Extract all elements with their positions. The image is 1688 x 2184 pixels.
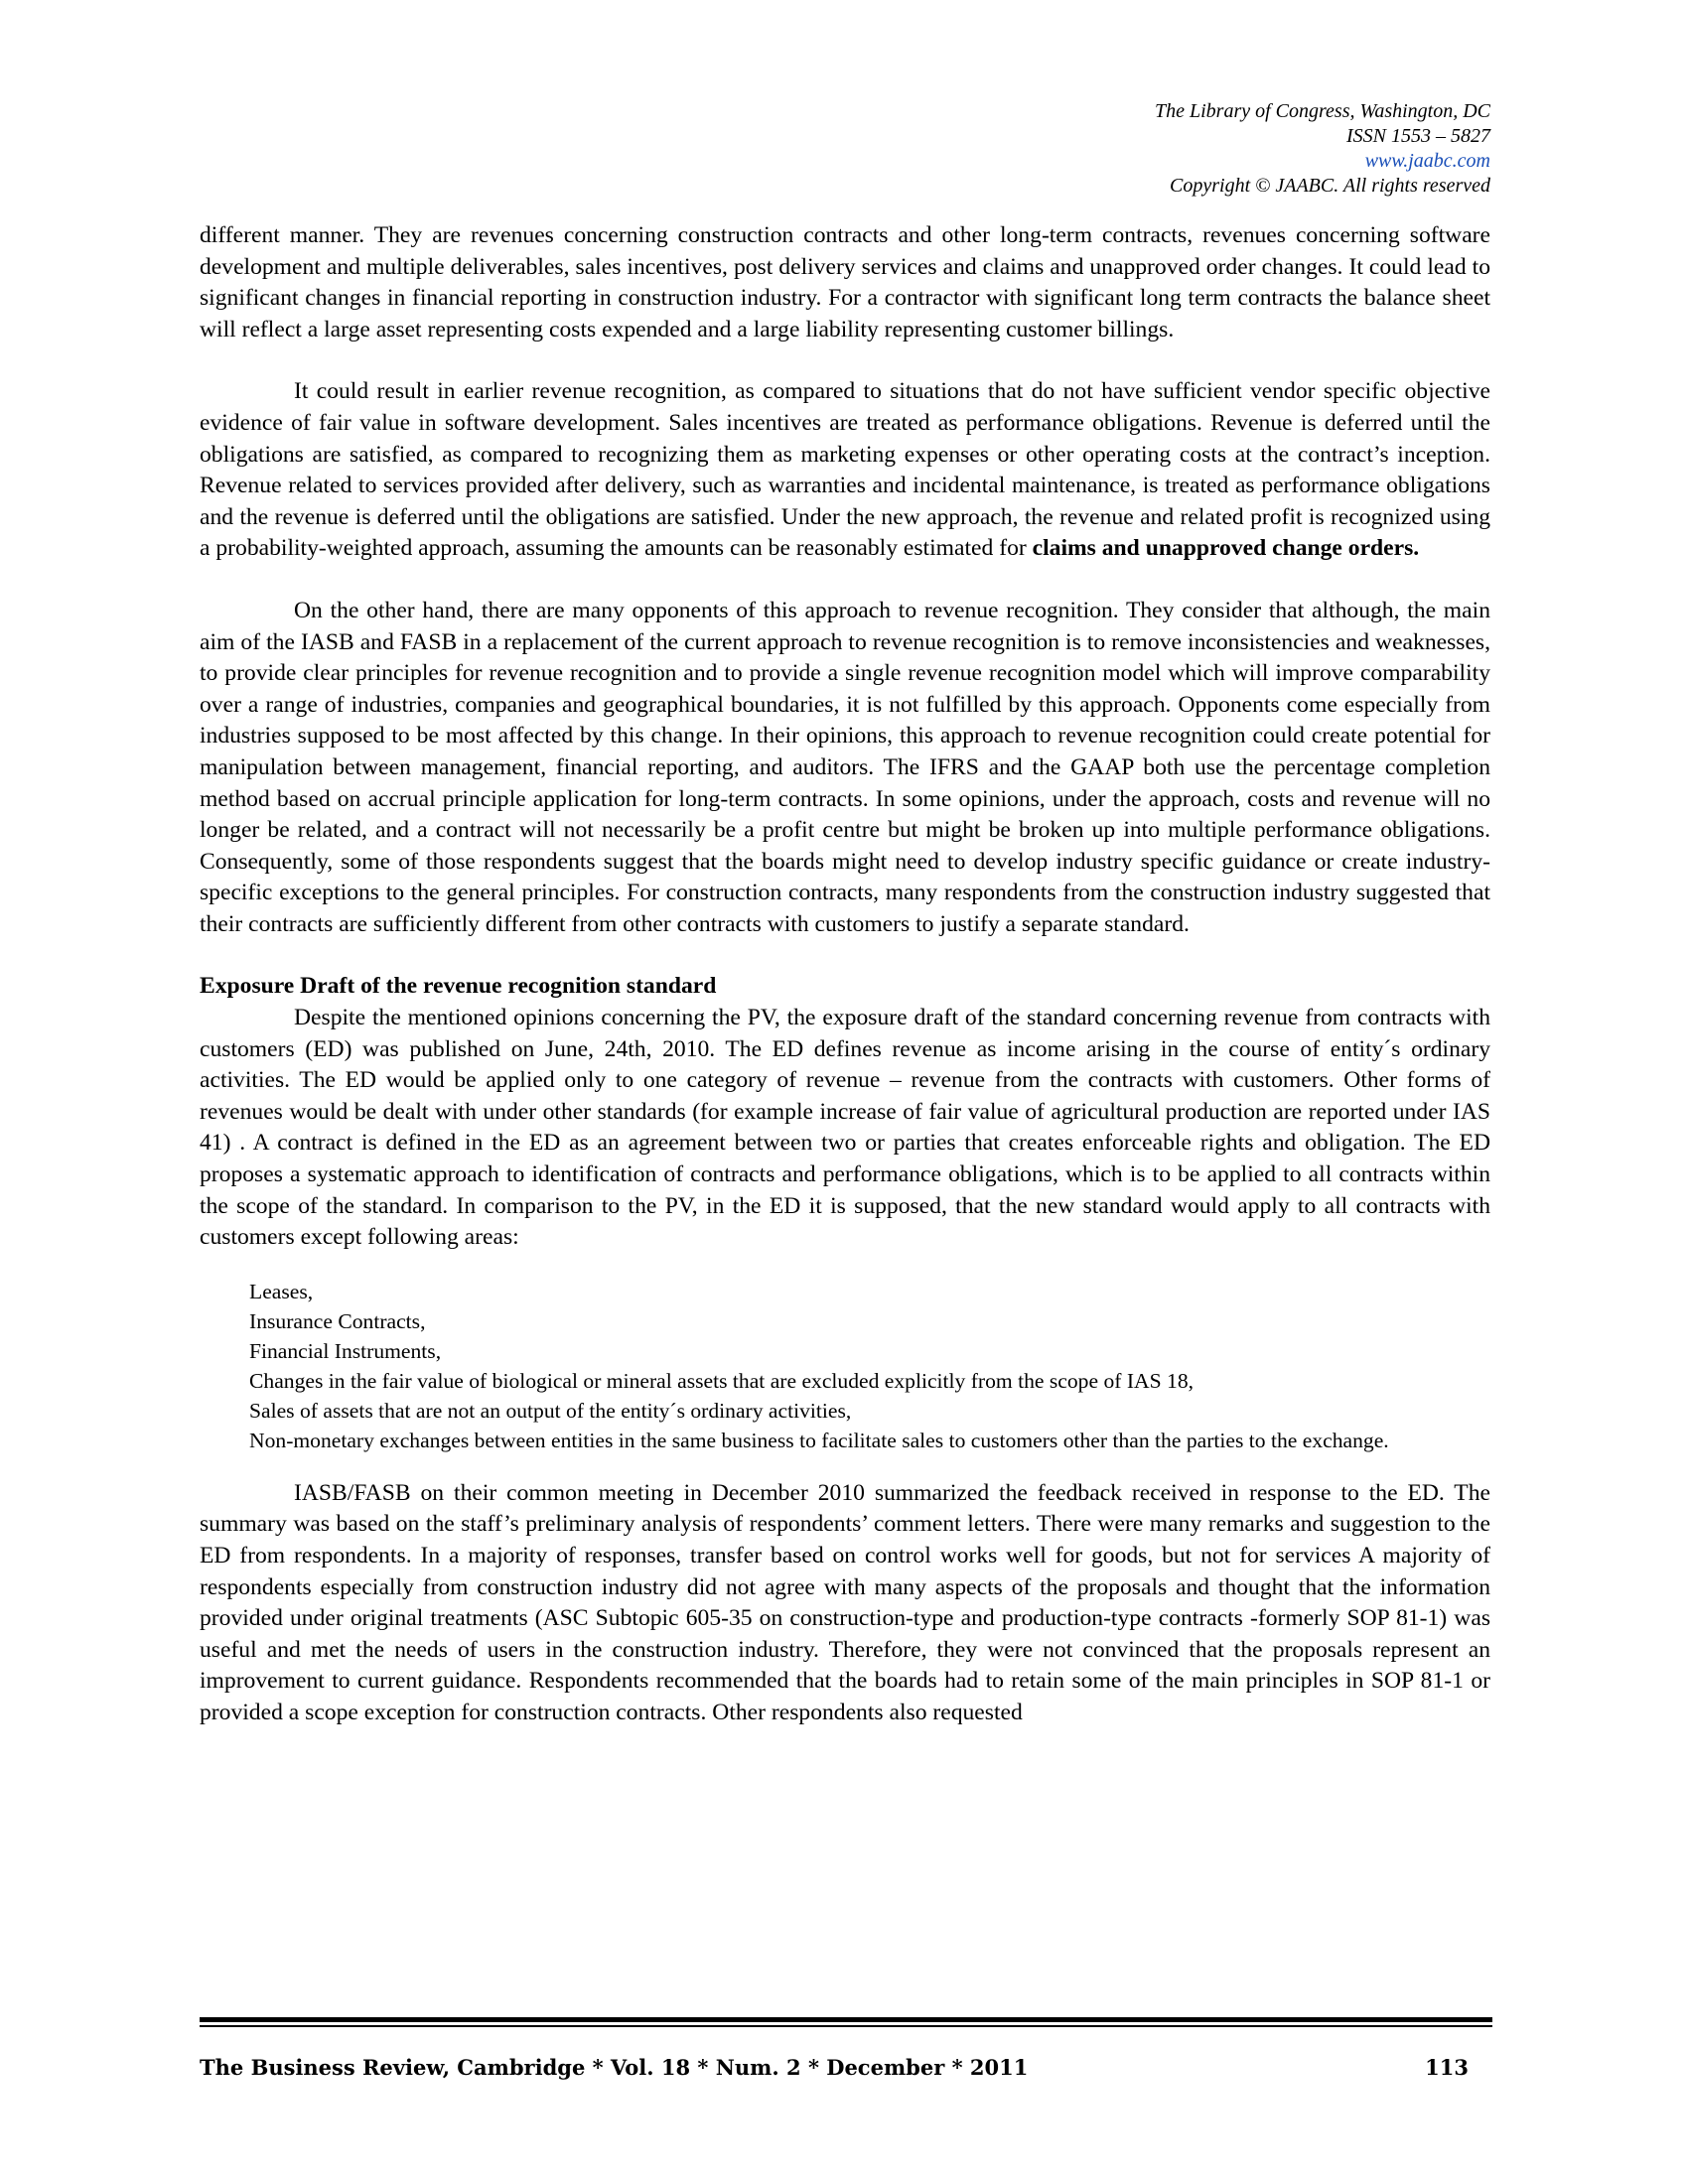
exclusions-list bbox=[200, 1277, 1490, 1455]
article-body bbox=[200, 220, 1490, 1729]
footer-rule-thick bbox=[200, 2017, 1492, 2022]
header-library: The Library of Congress, Washington, DC bbox=[1154, 100, 1490, 122]
paragraph-3: On the other hand, there are many opponents of this approach to revenue recognition. They consider that although, the main aim of the IASB and FASB in a replacement of the current approach to revenue recognition is to remove inconsistencies and weaknesses, to provide clear principles for revenue recognition and to provide a single revenue recognition model which will improve comparability over a range of industries, companies and geographical boundaries, it is not fulfilled by this approach. Opponents come especially from industries supposed to be most affected by this change. In their opinions, this approach to revenue recognition could create potential for manipulation between management, financial reporting, and auditors. The IFRS and the GAAP both use the percentage completion method based on accrual principle application for long-term contracts. In some opinions, under the approach, costs and revenue will no longer be related, and a contract will not necessarily be a profit centre but might be broken up into multiple performance obligations. Consequently, some of those respondents suggest that the boards might need to develop industry specific guidance or create industry-specific exceptions to the general principles. For construction contracts, many respondents from the construction industry suggested that their contracts are sufficiently different from other contracts with customers to justify a separate standard. bbox=[200, 597, 1490, 937]
page-header bbox=[795, 99, 1490, 199]
list-item: Sales of assets that are not an output of the entity´s ordinary activities, bbox=[249, 1398, 852, 1423]
list-item: Leases, bbox=[249, 1279, 314, 1303]
section-heading: Exposure Draft of the revenue recognition standard bbox=[200, 973, 717, 1000]
paragraph-4: Despite the mentioned opinions concerning the PV, the exposure draft of the standard concerning revenue from contracts with customers (ED) was published on June, 24th, 2010. The ED defines revenue as income arising in the course of entity´s ordinary activities. The ED would be applied only to one category of revenue – revenue from the contracts with customers. Other forms of revenues would be dealt with under other standards (for example increase of fair value of agricultural production are reported under IAS 41) . A contract is defined in the ED as an agreement between two or parties that creates enforceable rights and obligation. The ED proposes a systematic approach to identification of contracts and performance obligations, which is to be applied to all contracts within the scope of the standard. In comparison to the PV, in the ED it is supposed, that the new standard would apply to all contracts with customers except following areas: bbox=[200, 1005, 1490, 1251]
paragraph-2 bbox=[200, 376, 1490, 565]
paragraph-2-bold: claims and unapproved change orders. bbox=[1032, 535, 1420, 562]
list-item: Insurance Contracts, bbox=[249, 1308, 426, 1333]
paragraph-1: different manner. They are revenues concerning construction contracts and other long-term contracts, revenues concerning software development and multiple deliverables, sales incentives, post delivery services and claims and unapproved order changes. It could lead to significant changes in financial reporting in construction industry. For a contractor with significant long term contracts the balance sheet will reflect a large asset representing costs expended and a large liability representing customer billings. bbox=[200, 222, 1490, 342]
list-item: Changes in the fair value of biological or mineral assets that are excluded explicitly from the scope of IAS 18, bbox=[249, 1368, 1195, 1393]
page-number: 113 bbox=[1425, 2055, 1469, 2080]
footer-journal: The Business Review, Cambridge * Vol. 18 * Num. 2 * December * 2011 bbox=[200, 2055, 1029, 2080]
footer-rule-thin bbox=[200, 2025, 1492, 2027]
header-website-link[interactable]: www.jaabc.com bbox=[1364, 150, 1490, 172]
paragraph-5: IASB/FASB on their common meeting in December 2010 summarized the feedback received in response to the ED. The summary was based on the staff’s preliminary analysis of respondents’ comment letters. There were many remarks and suggestion to the ED from respondents. In a majority of responses, transfer based on control works well for goods, but not for services A majority of respondents especially from construction industry did not agree with many aspects of the proposals and thought that the information provided under original treatments (ASC Subtopic 605-35 on construction-type and production-type contracts -formerly SOP 81-1) was useful and met the needs of users in the construction industry. Therefore, they were not convinced that the proposals represent an improvement to current guidance. Respondents recommended that the boards had to retain some of the main principles in SOP 81-1 or provided a scope exception for construction contracts. Other respondents also requested bbox=[200, 1479, 1490, 1725]
paragraph-2-text: It could result in earlier revenue recognition, as compared to situations that do not have sufficient vendor specific objective evidence of fair value in software development. Sales incentives are treated as performance obligations. Revenue is deferred until the obligations are satisfied, as compared to recognizing them as marketing expenses or other operating costs at the contract’s inception. Revenue related to services provided after delivery, such as warranties and incidental maintenance, is treated as performance obligations and the revenue is deferred until the obligations are satisfied. Under the new approach, the revenue and related profit is recognized using a probability-weighted approach, assuming the amounts can be reasonably estimated for bbox=[200, 378, 1490, 562]
list-item: Financial Instruments, bbox=[249, 1338, 442, 1363]
header-issn: ISSN 1553 – 5827 bbox=[1346, 125, 1490, 147]
header-copyright: Copyright © JAABC. All rights reserved bbox=[1170, 175, 1490, 197]
list-item: Non-monetary exchanges between entities in the same business to facilitate sales to customers other than the parties to the exchange. bbox=[249, 1428, 1389, 1452]
